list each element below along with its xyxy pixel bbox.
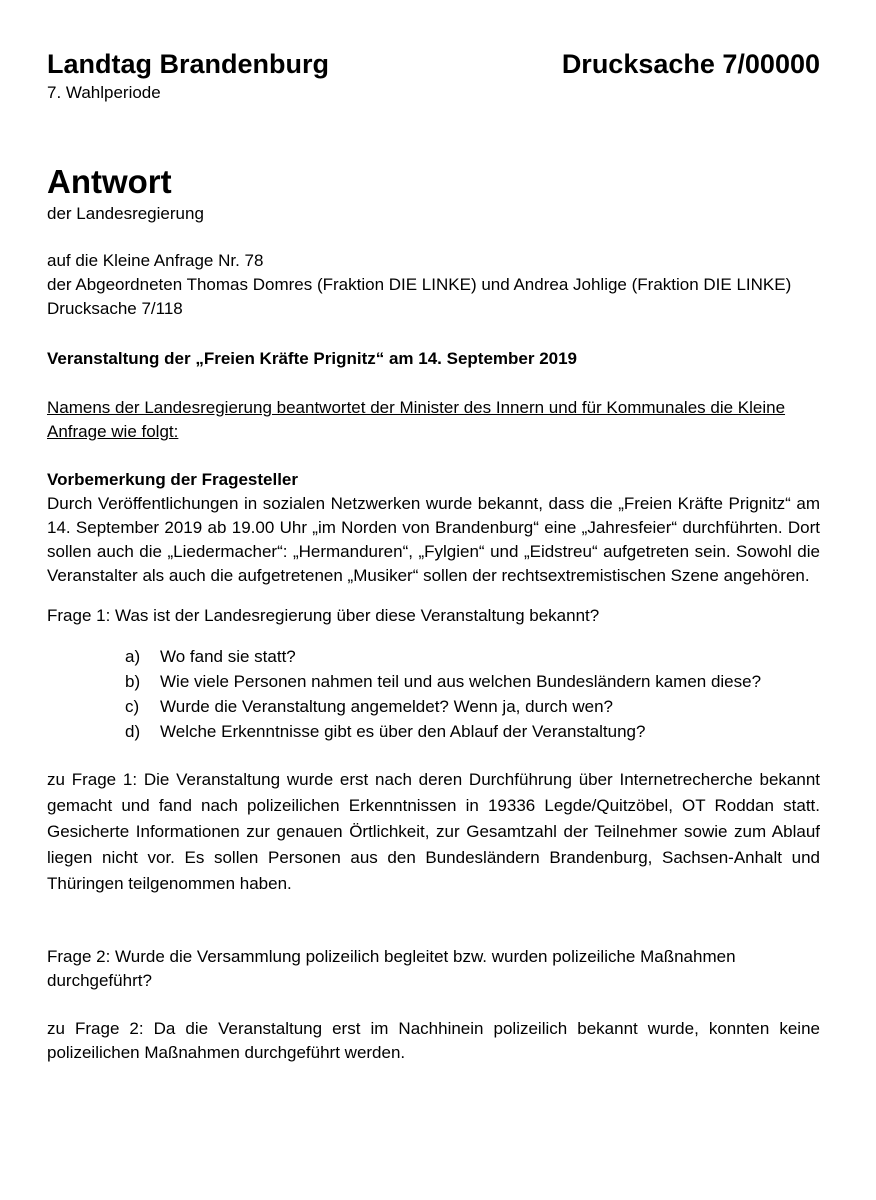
document-header bbox=[47, 46, 820, 104]
list-item bbox=[125, 644, 765, 669]
subject-line: Veranstaltung der „Freien Kräfte Prignitz“ am 14. September 2019 bbox=[47, 349, 578, 368]
list-item bbox=[125, 719, 765, 744]
document-type-heading: Antwort bbox=[47, 163, 172, 200]
list-item-letter: b) bbox=[125, 672, 141, 691]
document-page bbox=[47, 46, 820, 1065]
list-item bbox=[125, 694, 765, 719]
list-item-letter: a) bbox=[125, 647, 141, 666]
header-left bbox=[47, 46, 329, 104]
list-item bbox=[125, 669, 765, 694]
parliament-title: Landtag Brandenburg bbox=[47, 49, 329, 79]
inquiry-printed-matter: Drucksache 7/118 bbox=[47, 299, 183, 318]
inquiry-authors: der Abgeordneten Thomas Domres (Fraktion DIE LINKE) und Andrea Johlige (Fraktion DIE LINKE) bbox=[47, 275, 792, 294]
document-issuer: der Landesregierung bbox=[47, 204, 204, 223]
question-1-subquestions bbox=[47, 644, 765, 744]
answer-2: zu Frage 2: Da die Veranstaltung erst im Nachhinein polizeilich bekannt wurde, konnten keine polizeilichen Maßnahmen durchgeführt werden. bbox=[47, 1019, 820, 1062]
list-item-text: Wie viele Personen nahmen teil und aus welchen Bundesländern kamen diese? bbox=[160, 672, 762, 691]
list-item-letter: d) bbox=[125, 722, 141, 741]
list-item-text: Welche Erkenntnisse gibt es über den Ablauf der Veranstaltung? bbox=[160, 722, 646, 741]
inquiry-reference bbox=[47, 249, 820, 321]
inquiry-number: auf die Kleine Anfrage Nr. 78 bbox=[47, 251, 264, 270]
preliminary-remark bbox=[47, 468, 820, 588]
legislative-period: 7. Wahlperiode bbox=[47, 83, 161, 102]
list-item-text: Wurde die Veranstaltung angemeldet? Wenn ja, durch wen? bbox=[160, 697, 613, 716]
list-item-text: Wo fand sie statt? bbox=[160, 647, 296, 666]
list-item-letter: c) bbox=[125, 697, 140, 716]
preliminary-remark-heading: Vorbemerkung der Fragesteller bbox=[47, 470, 298, 489]
question-1: Frage 1: Was ist der Landesregierung über diese Veranstaltung bekannt? bbox=[47, 606, 600, 625]
printed-matter-number: Drucksache 7/00000 bbox=[561, 49, 820, 79]
question-2: Frage 2: Wurde die Versammlung polizeilich begleitet bzw. wurden polizeiliche Maßnahmen durchgeführt? bbox=[47, 947, 736, 990]
preliminary-remark-text: Durch Veröffentlichungen in sozialen Netzwerken wurde bekannt, dass die „Freien Kräfte Prignitz“ am 14. September 2019 ab 19.00 Uhr „im Norden von Brandenburg“ eine „Jahresfeier“ durchführten. Dort sollen auch die „Liedermacher“: „Hermanduren“, „Fylgien“ und „Eidstreu“ aufgetreten sein. Sowohl die Veranstalter als auch die aufgetretenen „Musiker“ sollen der rechtsextremistischen Szene angehören. bbox=[47, 494, 820, 585]
answer-1: zu Frage 1: Die Veranstaltung wurde erst nach deren Durchführung über Internetrecherche bekannt gemacht und fand nach polizeilichen Erkenntnissen in 19336 Legde/Quitzöbel, OT Roddan statt. Gesicherte Informationen zur genauen Örtlichkeit, zur Gesamtzahl der Teilnehmer sowie zum Ablauf liegen nicht vor. Es sollen Personen aus den Bundesländern Brandenburg, Sachsen-Anhalt und Thüringen teilgenommen haben. bbox=[47, 770, 820, 893]
intro-statement: Namens der Landesregierung beantwortet der Minister des Innern und für Kommunales die Kleine Anfrage wie folgt: bbox=[47, 398, 786, 441]
